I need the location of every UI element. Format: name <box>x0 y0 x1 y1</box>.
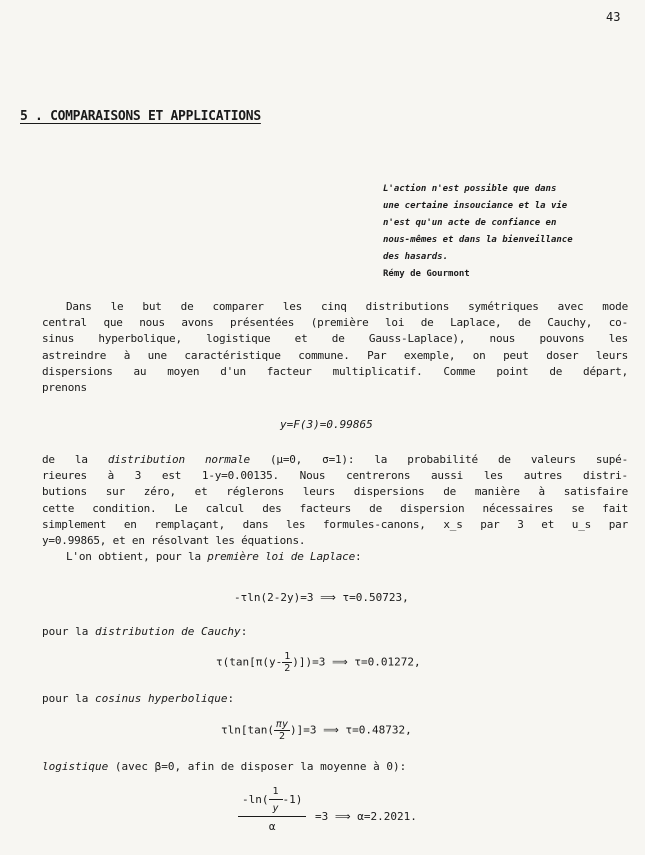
paragraph-line: simplement en remplaçant, dans les formules-canons, x_s par 3 et u_s par <box>42 517 628 531</box>
fraction-denominator: α <box>268 820 276 833</box>
paragraph-line: dispersions au moyen d'un facteur multiplicatif. Comme point de départ, <box>42 364 628 378</box>
paragraph-line: L'on obtient, pour la première loi de Laplace: <box>66 550 362 564</box>
page-number: 43 <box>606 10 621 24</box>
paragraph-line: sinus hyperbolique, logistique et de Gauss-Laplace), nous pouvons les <box>42 332 628 346</box>
epigraph-line: L'action n'est possible que dans <box>383 184 557 194</box>
epigraph-line: nous-mêmes et dans la bienveillance <box>383 235 573 245</box>
equation-logistic-result: =3 ⟹ α=2.2021. <box>315 810 417 823</box>
label-cosh: pour la cosinus hyperbolique: <box>42 692 235 705</box>
paragraph-line: butions sur zéro, et réglerons leurs dispersions de manière à satisfaire <box>42 485 628 499</box>
label-cauchy: pour la distribution de Cauchy: <box>42 625 248 638</box>
paragraph-line: de la distribution normale (μ=0, σ=1): la probabilité de valeurs supé- <box>42 453 628 466</box>
equation-laplace: -τln(2-2y)=3 ⟹ τ=0.50723, <box>234 591 409 604</box>
paragraph-line: central que nous avons présentées (première loi de Laplace, de Cauchy, co- <box>42 316 628 330</box>
epigraph-line: une certaine insouciance et la vie <box>383 201 568 211</box>
paragraph-intro <box>42 299 628 396</box>
equation-cauchy: τ(tan[π(y- $\frac{1}{2}$ )])=3 ⟹ τ=0.01272, <box>216 651 421 674</box>
epigraph-line: n'est qu'un acte de confiance en <box>383 218 557 228</box>
equation-logistic-fraction <box>238 786 306 833</box>
fraction-numerator: -ln( $\frac{1}{y}$ -1) <box>238 786 306 817</box>
epigraph <box>383 181 633 283</box>
section-heading: 5 . COMPARAISONS ET APPLICATIONS <box>20 109 261 124</box>
paragraph-line: Dans le but de comparer les cinq distributions symétriques avec mode <box>66 300 628 313</box>
equation-cosh: τln[tan( $\frac{\pi y}{2}$ )]=3 ⟹ τ=0.48732, <box>221 719 412 742</box>
equation-start: y=F(3)=0.99865 <box>280 418 373 431</box>
paragraph-line: astreindre à une caractéristique commune. Par exemple, on peut doser leurs <box>42 348 628 362</box>
paragraph-line: rieures à 3 est 1-y=0.00135. Nous centrerons aussi les autres distri- <box>42 469 628 483</box>
label-logistic: logistique (avec β=0, afin de disposer la moyenne à 0): <box>42 760 407 773</box>
paragraph-method <box>42 452 628 565</box>
paragraph-line: cette condition. Le calcul des facteurs de dispersion nécessaires se fait <box>42 501 628 515</box>
paragraph-line: prenons <box>42 381 87 395</box>
paragraph-line: y=0.99865, et en résolvant les équations. <box>42 534 306 548</box>
epigraph-line: des hasards. <box>383 252 449 262</box>
epigraph-attribution: Rémy de Gourmont <box>383 269 470 279</box>
